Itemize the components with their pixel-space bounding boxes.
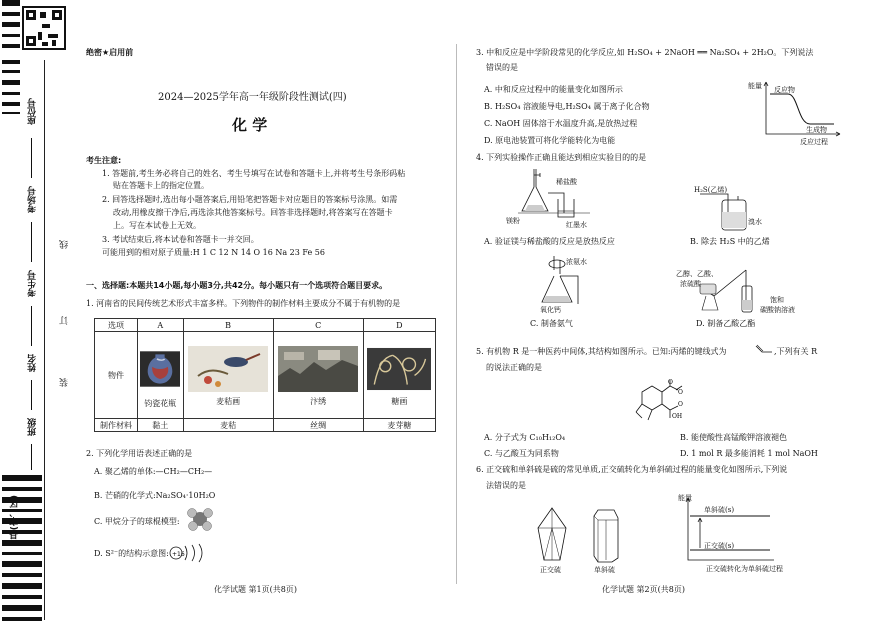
secret-mark: 绝密★启用前 [86,48,134,57]
candidate-line [31,306,32,346]
q1-header-cell: D [363,319,435,332]
room-line [31,222,32,262]
q6-graph-monoclinic: 单斜硫(s) [704,506,735,514]
q2-option-a: A. 聚乙烯的单体:—CH₂—CH₂— [94,467,213,476]
svg-text:OH: OH [672,413,683,420]
notice-line: 2. 回答选择题时,选出每小题答案后,用铅笔把答题卡对应题目的答案标号涂黑。如需 [102,195,398,204]
q1-material-cell: 黏土 [138,419,184,432]
question-3: 3. 中和反应是中学阶段常见的化学反应,如 H₂SO₄ + 2NaOH ══ Na₂SO₄ + 2H₂O。下列说法 [476,48,814,57]
q5-option-d: D. 1 mol R 最多能消耗 1 mol NaOH [680,449,818,458]
q4-label-bromine: 溴水 [748,218,762,226]
q2-option-b: B. 芒硝的化学式:Na₂SO₄·10H₂O [94,491,216,500]
q4-option-c: C. 制备氨气 [530,319,573,328]
propene-skeletal-formula [754,344,774,354]
q1-header-cell: 选项 [95,319,138,332]
seat-line [31,138,32,178]
q4-option-b: B. 除去 H₂S 中的乙烯 [690,237,770,246]
q4-label-cao: 氧化钙 [540,306,561,314]
candidate-label: 考生号 [28,270,38,297]
notice-line: 上。写在本试卷上无效。 [113,221,201,230]
q1-item-name: 钧瓷花瓶 [144,398,177,408]
q3-option-a: A. 中和反应过程中的能量变化如图所示 [484,85,623,94]
svg-text:O: O [678,401,683,408]
svg-text:+16: +16 [172,551,185,558]
q2-option-c: C. 甲烷分子的球棍模型: [94,517,180,526]
q4-label-h2so4: 浓硫酸 [680,280,701,288]
neutralization-energy-graph [752,78,842,148]
q3-option-c: C. NaOH 固体溶于水温度升高,是放热过程 [484,119,638,128]
q4-label-ink: 红墨水 [566,221,587,229]
q1-material-label: 制作材料 [95,419,138,432]
q4-label-h2s: H₂S(乙烯) [694,186,728,194]
q1-item-cell [183,332,273,419]
q1-material-cell: 丝绸 [273,419,363,432]
name-line [31,380,32,410]
q5-option-c: C. 与乙酸互为同系物 [484,449,559,458]
notice-title: 考生注意: [86,156,122,165]
q1-item-name: 糖画 [391,396,408,406]
binding-mark-bind: 装 [60,378,70,387]
qr-code [22,6,66,50]
class-line [31,444,32,470]
question-1: 1. 河南省的民间传统艺术形式丰富多样。下列物件的制作材料主要成分不属于有机物的是 [86,299,401,308]
straw-painting-image [188,346,268,392]
q1-material-cell: 麦秸 [183,419,273,432]
sugar-painting-image [367,346,431,392]
q3-graph-ylabel: 能量 [748,82,762,90]
question-6-cont: 法错误的是 [486,481,526,490]
embroidery-image [278,346,358,392]
q5-option-b: B. 能使酸性高锰酸钾溶液褪色 [680,433,787,442]
q1-item-cell [138,332,184,419]
page1-footer: 化学试题 第1页(共8页) [214,585,297,594]
q5-option-a: A. 分子式为 C₁₀H₁₂O₄ [484,433,566,442]
svg-text:O: O [668,379,673,386]
room-label: 考场号 [28,186,38,213]
apparatus-d-diagram [696,258,766,318]
subject-title: 化 学 [232,116,268,134]
q6-graph-ylabel: 能量 [678,494,692,502]
seat-label: 座位号 [28,98,38,125]
q3-graph-product: 生成物 [806,126,827,134]
q2-option-d: D. S²⁻的结构示意图: [94,549,169,558]
monoclinic-sulfur-crystal [592,508,620,564]
class-label: 班级 [28,418,38,436]
q1-item-name: 麦秸画 [216,396,241,406]
q1-header-cell: B [183,319,273,332]
binding-mark-staple: 订 [60,316,70,325]
q6-label-orthorhombic: 正交硫 [540,566,561,574]
notice-line: 贴在答题卡上的指定位置。 [113,181,209,190]
binding-rail [44,60,45,620]
section-heading: 一、选择题:本题共14小题,每小题3分,共42分。每小题只有一个选项符合题目要求。 [86,281,388,290]
question-6: 6. 正交硫和单斜硫是硫的常见单质,正交硫转化为单斜硫过程的能量变化如图所示,下列说 [476,465,788,474]
question-5-tail: ,下列有关 R [774,347,818,356]
q3-graph-xlabel: 反应过程 [800,138,828,146]
q3-option-d: D. 原电池装置可将化学能转化为电能 [484,136,616,145]
q1-row-label: 物件 [95,332,138,419]
q4-label-saturated: 饱和 [770,296,784,304]
q4-label-ammonia: 浓氨水 [566,258,587,266]
county-label: 县(市、区) [10,495,20,540]
question-4: 4. 下列实验操作正确且能达到相应实验目的的是 [476,153,647,162]
sulfide-ion-structure-diagram [166,542,208,564]
q4-label-hcl: 稀盐酸 [556,178,577,186]
svg-text:O: O [678,389,683,396]
question-3-cont: 错误的是 [486,63,518,72]
notice-line: 3. 考试结束后,将本试卷和答题卡一并交回。 [102,235,259,244]
methane-ball-stick-model [186,506,214,532]
q1-item-cell [273,332,363,419]
binding-mark-line: 线 [60,240,70,249]
compound-r-structure [630,378,690,426]
q3-option-b: B. H₂SO₄ 溶液能导电,H₂SO₄ 属于离子化合物 [484,102,650,111]
q3-graph-reactant: 反应物 [774,86,795,94]
q4-label-reagents: 乙醇、乙酸、 [676,270,718,278]
question-5-cont: 的说法正确的是 [486,363,542,372]
q4-label-na2co3: 碳酸钠溶液 [760,306,795,314]
q1-header-cell: C [273,319,363,332]
q6-graph-orthorhombic: 正交硫(s) [704,542,735,550]
notice-line: 1. 答题前,考生务必将自己的姓名、考生号填写在试卷和答题卡上,并将考生号条形码粘 [102,169,406,178]
atomic-mass-line: 可能用到的相对原子质量:H 1 C 12 N 14 O 16 Na 23 Fe 56 [102,248,325,257]
q1-material-cell: 麦芽糖 [363,419,435,432]
exam-title: 2024—2025学年高一年级阶段性测试(四) [158,92,347,103]
question-2: 2. 下列化学用语表述正确的是 [86,449,193,458]
question-5: 5. 有机物 R 是一种医药中间体,其结构如图所示。已知:丙烯的键线式为 [476,347,727,356]
q1-table [94,318,436,432]
q1-item-cell [363,332,435,419]
porcelain-vase-image [140,344,180,394]
page-divider [456,44,457,584]
q4-option-a: A. 验证镁与稀盐酸的反应是放热反应 [484,237,615,246]
page2-footer: 化学试题 第2页(共8页) [602,585,685,594]
orthorhombic-sulfur-crystal [534,506,570,564]
q6-graph-xlabel: 正交硫转化为单斜硫过程 [706,565,783,573]
q1-header-cell: A [138,319,184,332]
q1-item-name: 汴绣 [310,396,327,406]
q4-option-d: D. 制备乙酸乙酯 [696,319,756,328]
notice-line: 改动,用橡皮擦干净后,再选涂其他答案标号。回答非选择题时,将答案写在答题卡 [113,208,393,217]
q4-label-mg: 镁粉 [506,217,520,225]
name-label: 姓名 [28,354,38,372]
q6-label-monoclinic: 单斜硫 [594,566,615,574]
